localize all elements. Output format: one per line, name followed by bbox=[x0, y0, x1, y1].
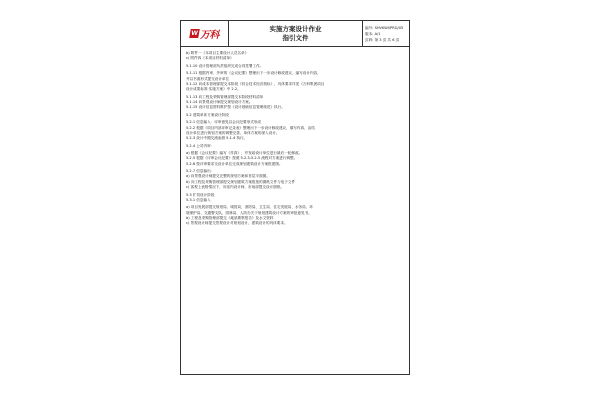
text-line: 5.2.3 设计中期交流参照 5.1.4 执行。 bbox=[186, 136, 248, 141]
page-value: 第 3 页 共 6 页 bbox=[374, 37, 400, 42]
text-line: 5.1.10 设计管理部负责组织完成合同签署工作。 bbox=[186, 63, 264, 68]
document-body bbox=[181, 47, 409, 226]
text-line: 5.2.7 信息输出： bbox=[186, 169, 215, 174]
text-line: 5.1.13 向工程及采购管理部提交本阶段材料清单 bbox=[186, 94, 264, 99]
text-line: 5.1.14 向景观设计师提交规划设计方案。 bbox=[186, 99, 253, 104]
text-line: a) 向景观设计师提交完整的规划方案和首层平面图。 bbox=[186, 174, 270, 179]
text-line: c) 景观设计师提交景观设计对规划设计、建筑设计的具体要求。 bbox=[186, 221, 288, 226]
text-line: a) 项目发展部提交规划局、城管局、消防局、卫生局、住宅发展局、水务局、环 bbox=[186, 205, 313, 210]
logo-mark-icon: W bbox=[190, 30, 199, 37]
logo-text: 万科 bbox=[200, 30, 219, 41]
document-title: 实施方案设计作业 bbox=[269, 24, 322, 33]
code-value: SHVKWI/PRG/05 bbox=[374, 25, 404, 30]
document-page bbox=[180, 20, 410, 375]
text-line: c) 客观上表格情况下，向室内设计师、市场部提交设计图纸。 bbox=[186, 185, 284, 190]
version-label: 版本: bbox=[365, 31, 374, 36]
document-subtitle: 指引文件 bbox=[282, 33, 309, 42]
text-line: 5.2.6 按评审要求交设计单位完成规划建筑设计方案报建图。 bbox=[186, 161, 283, 166]
text-line: 5.2 建筑单体方案设计阶段 bbox=[186, 112, 229, 117]
text-line: b) 工程及采购管理部提交《地质勘察报告》及水文资料 bbox=[186, 215, 274, 220]
text-line: a) 根据《会议纪要》编写《作真》，并发给设计单位进行最后一轮修改。 bbox=[186, 151, 303, 156]
text-line: 5.1.11 根据内审、外审的《会议纪要》整理出下一步设计修改建议，编写设计内容， bbox=[186, 71, 321, 76]
text-line: 5.3 扩初设计阶段 bbox=[186, 192, 215, 197]
text-line: 设计单位进行规划方案的调整完善，单体方案的深入设计。 bbox=[186, 130, 280, 135]
page-label: 页码: bbox=[365, 37, 374, 42]
text-line: b) 向工程及采购管理部提交规划建筑方案报批的图纸文件与电子文件 bbox=[186, 179, 296, 184]
text-line: 境保护局、交通警支队、园林局、人防办关于规划建筑设计方案的审批意见书。 bbox=[186, 210, 312, 215]
code-label: 编号: bbox=[365, 25, 374, 30]
vanke-logo bbox=[190, 26, 219, 41]
text-line: 5.2.2 根据《项目内部评审记录表》整理出下一步设计修改建议，填写作真，由结 bbox=[186, 125, 315, 130]
page-row bbox=[365, 37, 409, 43]
meta-cell bbox=[363, 21, 409, 46]
text-line: b) 附件一《本项目主要设计人员名单》 bbox=[186, 51, 249, 55]
version-value: A/1 bbox=[374, 31, 381, 36]
text-line: 5.2.1 信息输入：评审意见以会议纪要形式形成 bbox=[186, 120, 261, 125]
title-cell bbox=[229, 21, 363, 46]
text-line: 设计成果标准·实施方案》中 2.2。 bbox=[186, 87, 241, 92]
text-line: 5.1.15 设计信息资料维护按《设计基础信息管理规范》执行。 bbox=[186, 105, 285, 110]
document-header bbox=[181, 21, 409, 47]
text-line: 5.2.5 根据《评审会议纪要》按照 5.2.3-5.2.5 流程对方案进行调整。 bbox=[186, 156, 298, 161]
text-line: 并以书面形式提交设计单位 bbox=[186, 76, 230, 81]
text-line: 5.2.4 公司内审： bbox=[186, 143, 215, 148]
logo-cell bbox=[181, 21, 229, 46]
text-line: 5.1.12 向成本管理部提交本阶段《综合技术经济指标》，具体要求详见《万科集团项目 bbox=[186, 81, 325, 86]
text-line: 5.3.1 信息输入 bbox=[186, 197, 211, 202]
text-line: c) 附件四《本项目材料清单》 bbox=[186, 56, 234, 61]
